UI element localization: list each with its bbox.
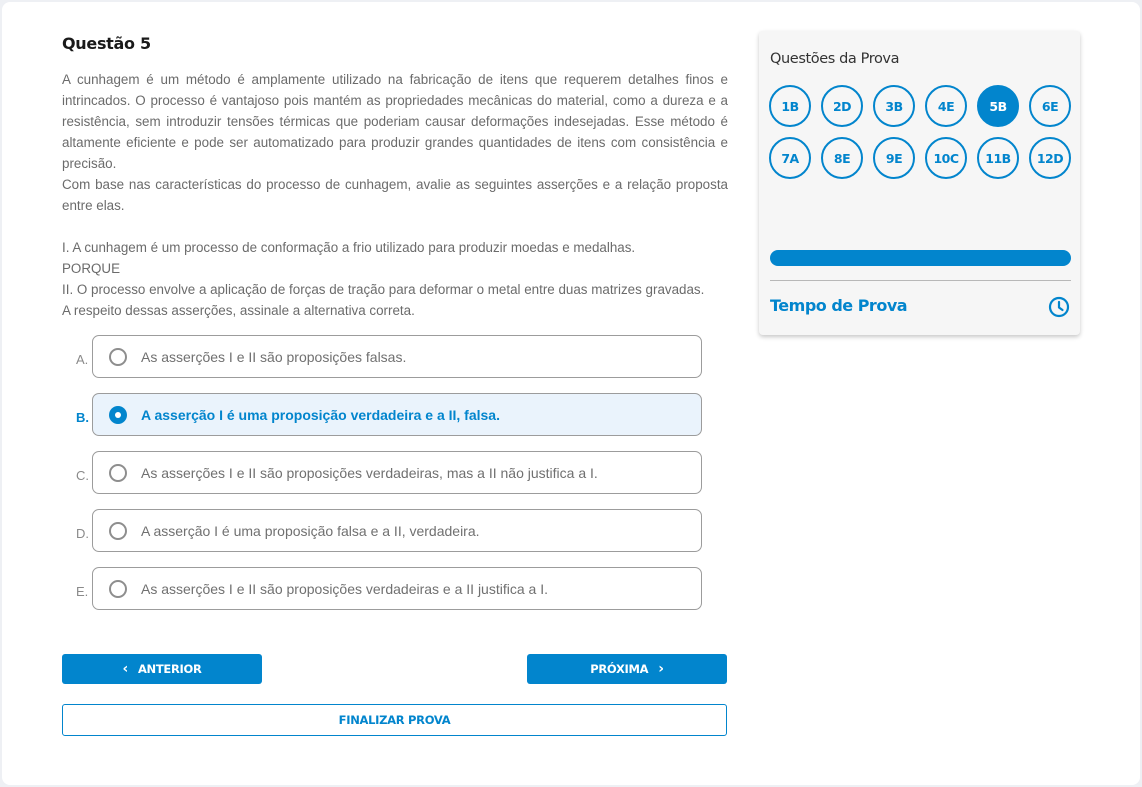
question-nav-5[interactable]: 5B — [977, 85, 1019, 127]
previous-label: ANTERIOR — [137, 662, 202, 676]
option-e — [62, 567, 704, 610]
progress-bar — [770, 250, 1071, 266]
option-letter: B. — [76, 410, 89, 425]
radio-unchecked-icon[interactable] — [109, 522, 127, 540]
option-a-button[interactable] — [92, 335, 702, 378]
option-d-button[interactable] — [92, 509, 702, 552]
question-instruction: Com base nas características do processo de cunhagem, avalie as seguintes asserções e a relação proposta entre elas. — [62, 177, 728, 213]
question-nav-6[interactable]: 6E — [1029, 85, 1071, 127]
question-section — [62, 32, 728, 321]
divider — [770, 280, 1071, 281]
option-letter: E. — [76, 584, 89, 599]
clock-icon[interactable] — [1048, 296, 1070, 318]
finish-exam-button[interactable] — [62, 704, 727, 736]
question-nav-1[interactable]: 1B — [769, 85, 811, 127]
option-text: As asserções I e II são proposições verdadeiras e a II justifica a I. — [141, 580, 548, 597]
option-b — [62, 393, 704, 436]
option-e-button[interactable] — [92, 567, 702, 610]
option-text: A asserção I é uma proposição verdadeira e a II, falsa. — [141, 406, 500, 423]
question-nav-2[interactable]: 2D — [821, 85, 863, 127]
next-label: PRÓXIMA — [590, 662, 649, 676]
option-letter: D. — [76, 526, 89, 541]
option-text: As asserções I e II são proposições falsas. — [141, 348, 407, 365]
question-nav-7[interactable]: 7A — [769, 137, 811, 179]
assertion-connector: PORQUE — [62, 261, 121, 276]
radio-unchecked-icon[interactable] — [109, 464, 127, 482]
finish-exam-label: FINALIZAR PROVA — [338, 713, 451, 727]
next-button[interactable] — [527, 654, 727, 684]
option-text: A asserção I é uma proposição falsa e a II, verdadeira. — [141, 522, 480, 539]
assertion-two: II. O processo envolve a aplicação de forças de tração para deformar o metal entre duas matrizes gravadas. — [62, 282, 705, 297]
chevron-right-icon: › — [658, 661, 664, 677]
assertion-one: I. A cunhagem é um processo de conformação a frio utilizado para produzir moedas e medalhas. — [62, 240, 636, 255]
exam-page — [2, 2, 1140, 785]
question-nav-4[interactable]: 4E — [925, 85, 967, 127]
question-nav-3[interactable]: 3B — [873, 85, 915, 127]
radio-unchecked-icon[interactable] — [109, 580, 127, 598]
option-d — [62, 509, 704, 552]
radio-checked-icon[interactable] — [109, 406, 127, 424]
option-text: As asserções I e II são proposições verdadeiras, mas a II não justifica a I. — [141, 464, 598, 481]
question-statement — [62, 69, 728, 321]
question-title: Questão 5 — [62, 34, 151, 53]
option-b-button[interactable] — [92, 393, 702, 436]
question-nav-10[interactable]: 10C — [925, 137, 967, 179]
answer-options — [62, 335, 704, 625]
exam-questions-panel — [759, 31, 1080, 335]
radio-unchecked-icon[interactable] — [109, 348, 127, 366]
chevron-left-icon: ‹ — [122, 661, 128, 677]
question-prompt: A respeito dessas asserções, assinale a alternativa correta. — [62, 303, 415, 318]
question-nav-12[interactable]: 12D — [1029, 137, 1071, 179]
question-nav-11[interactable]: 11B — [977, 137, 1019, 179]
option-c — [62, 451, 704, 494]
exam-timer-label: Tempo de Prova — [770, 296, 908, 315]
question-nav-9[interactable]: 9E — [873, 137, 915, 179]
question-nav-8[interactable]: 8E — [821, 137, 863, 179]
panel-title: Questões da Prova — [770, 51, 900, 67]
option-a — [62, 335, 704, 378]
option-c-button[interactable] — [92, 451, 702, 494]
question-context: A cunhagem é um método é amplamente utilizado na fabricação de itens que requerem detalhes finos e intrincados. O processo é vantajoso pois mantém as propriedades mecânicas do material, como a dureza e a resistência, sem introduzir tensões térmicas que poderiam causar deformações indesejadas. Esse método é altamente eficiente e pode ser automatizado para produzir grandes quantidades de itens com consistência e precisão. — [62, 72, 728, 171]
previous-button[interactable] — [62, 654, 262, 684]
question-navigator — [769, 85, 1071, 179]
option-letter: A. — [76, 352, 89, 367]
option-letter: C. — [76, 468, 89, 483]
